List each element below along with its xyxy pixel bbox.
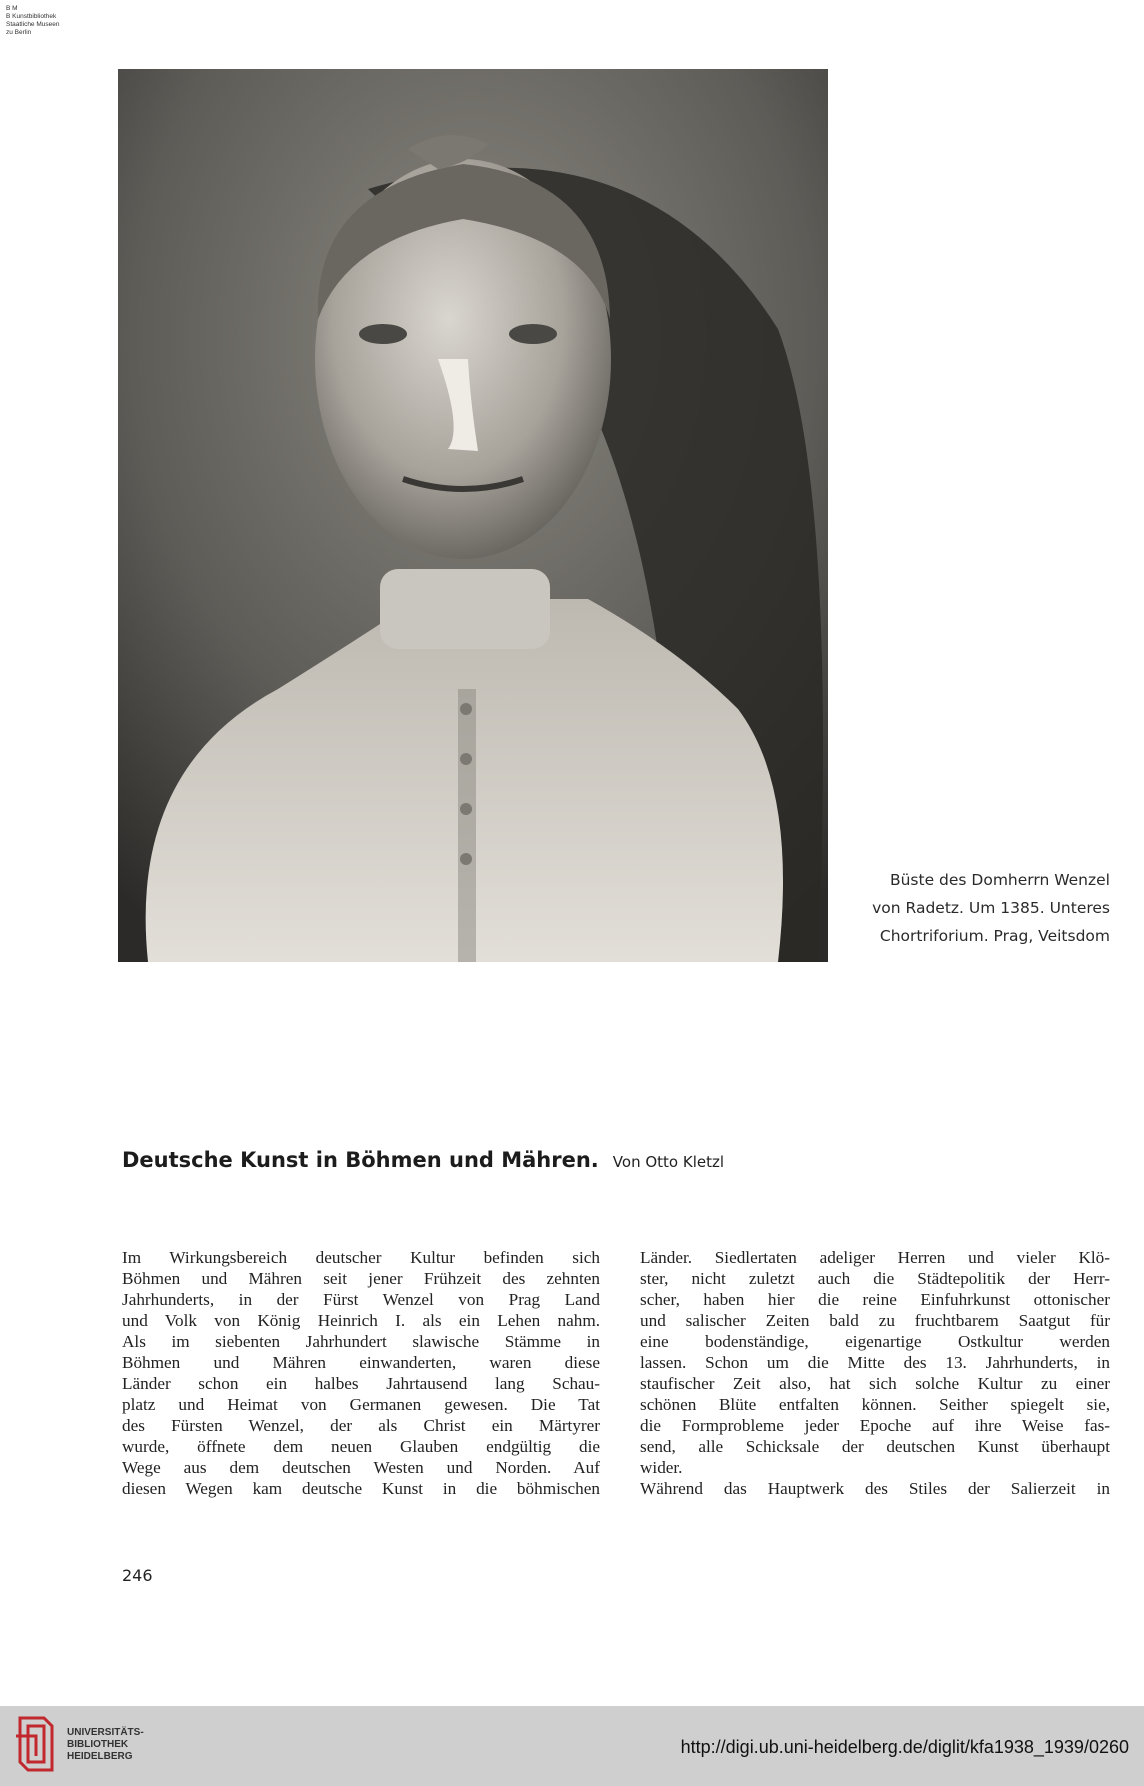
caption-line: Chortriforium. Prag, Veitsdom [879,927,1110,945]
institution-line: UNIVERSITÄTS- [67,1727,144,1738]
text-line: und Volk von König Heinrich I. als ein Lehen nahm. [122,1311,600,1330]
library-stamp [6,5,59,37]
bust-image [118,69,828,962]
bust-photograph [118,69,828,962]
text-line: wider. [640,1458,683,1477]
ub-heidelberg-logo-icon [14,1716,58,1772]
text-line: send, alle Schicksale der deutschen Kunst überhaupt [640,1437,1110,1456]
page-number: 246 [122,1566,153,1585]
text-line: Wege aus dem deutschen Westen und Norden. Auf [122,1458,600,1477]
institution-line: HEIDELBERG [67,1751,133,1762]
institution-line: BIBLIOTHEK [67,1739,129,1750]
text-column-right [640,1247,1110,1499]
digitization-footer [0,1706,1144,1786]
text-line: staufischer Zeit also, hat sich solche Kultur zu einer [640,1374,1110,1393]
text-line: Während das Hauptwerk des Stiles der Salierzeit in [640,1479,1110,1498]
text-line: platz und Heimat von Germanen gewesen. Die Tat [122,1395,600,1414]
article-title: Deutsche Kunst in Böhmen und Mähren. [122,1148,599,1172]
permalink-url[interactable]: http://digi.ub.uni-heidelberg.de/diglit/kfa1938_1939/0260 [680,1737,1129,1757]
text-line: lassen. Schon um die Mitte des 13. Jahrhunderts, in [640,1353,1110,1372]
text-line: scher, haben hier die reine Einfuhrkunst ottonischer [640,1290,1110,1309]
figure-caption [872,866,1110,950]
text-column-left [122,1247,600,1499]
text-line: Böhmen und Mähren seit jener Frühzeit des zehnten [122,1269,600,1288]
text-line: Als im siebenten Jahrhundert slawische Stämme in [122,1332,600,1351]
caption-line: Büste des Domherrn Wenzel [889,871,1110,889]
text-line: wurde, öffnete dem neuen Glauben endgültig die [122,1437,600,1456]
text-line: die Formprobleme jeder Epoche auf ihre Weise fas- [640,1416,1110,1435]
text-line: diesen Wegen kam deutsche Kunst in die böhmischen [122,1479,600,1498]
text-line: Jahrhunderts, in der Fürst Wenzel von Prag Land [122,1290,600,1309]
article-heading [122,1148,724,1172]
stamp-line: zu Berlin [6,29,32,36]
text-line: des Fürsten Wenzel, der als Christ ein Märtyrer [122,1416,600,1435]
institution-name [67,1727,144,1763]
stamp-line: Staatliche Museen [6,21,60,28]
text-line: ster, nicht zuletzt auch die Städtepolitik der Herr- [640,1269,1110,1288]
stamp-line: B M [6,5,18,12]
text-line: Böhmen und Mähren einwanderten, waren diese [122,1353,600,1372]
text-line: schönen Blüte entfalten können. Seither spiegelt sie, [640,1395,1110,1414]
text-line: Länder. Siedlertaten adeliger Herren und vieler Klö- [640,1248,1110,1267]
caption-line: von Radetz. Um 1385. Unteres [872,899,1110,917]
text-line: und salischer Zeiten bald zu fruchtbarem Saatgut für [640,1311,1110,1330]
text-line: Im Wirkungsbereich deutscher Kultur befinden sich [122,1248,600,1267]
stamp-line: B Kunstbibliothek [6,13,57,20]
text-line: Länder schon ein halbes Jahrtausend lang Schau- [122,1374,600,1393]
article-byline: Von Otto Kletzl [612,1153,725,1171]
text-line: eine bodenständige, eigenartige Ostkultur werden [640,1332,1110,1351]
